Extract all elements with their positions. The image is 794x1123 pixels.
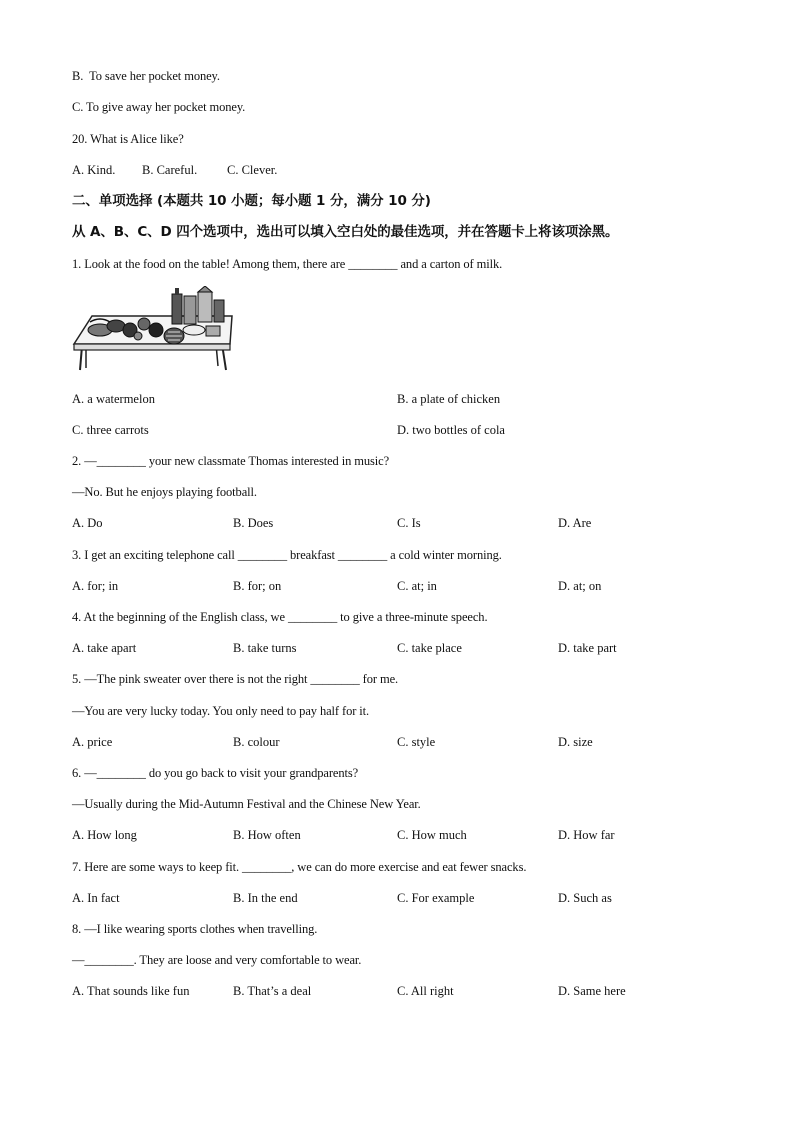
q3-option-a: A. for; in — [72, 579, 119, 593]
q8-option-d: D. Same here — [558, 984, 626, 998]
q6-dialogue-reply: —Usually during the Mid-Autumn Festival and the Chinese New Year. — [72, 797, 421, 811]
q19-option-b: B. To save her pocket money. — [72, 69, 220, 83]
q7-option-a: A. In fact — [72, 891, 120, 905]
q8-option-a: A. That sounds like fun — [72, 984, 190, 998]
q20-stem: 20. What is Alice like? — [72, 132, 184, 146]
q2-option-a: A. Do — [72, 516, 103, 530]
section-title: 二、单项选择 (本题共 10 小题；每小题 1 分，满分 10 分) — [72, 193, 431, 209]
q4-option-d: D. take part — [558, 641, 617, 655]
q4-option-b: B. take turns — [233, 641, 297, 655]
q2-dialogue-reply: —No. But he enjoys playing football. — [72, 485, 257, 499]
q8-dialogue-reply: —________. They are loose and very comfortable to wear. — [72, 953, 362, 967]
q5-dialogue-reply: —You are very lucky today. You only need to pay half for it. — [72, 704, 370, 718]
q6-option-b: B. How often — [233, 828, 301, 842]
food-table-illustration — [72, 286, 234, 372]
q8-option-b: B. That’s a deal — [233, 984, 312, 998]
q2-stem: 2. —________ your new classmate Thomas interested in music? — [72, 454, 390, 468]
q8-option-c: C. All right — [397, 984, 454, 998]
q1-stem: 1. Look at the food on the table! Among them, there are ________ and a carton of milk. — [72, 257, 503, 271]
q7-stem: 7. Here are some ways to keep fit. ________, we can do more exercise and eat fewer snacks. — [72, 860, 527, 874]
q7-option-d: D. Such as — [558, 891, 612, 905]
section-instruction: 从 A、B、C、D 四个选项中，选出可以填入空白处的最佳选项，并在答题卡上将该项涂黑。 — [72, 224, 619, 240]
q1-option-a: A. a watermelon — [72, 392, 155, 406]
q2-option-d: D. Are — [558, 516, 592, 530]
q2-option-b: B. Does — [233, 516, 274, 530]
q6-option-a: A. How long — [72, 828, 137, 842]
q4-stem: 4. At the beginning of the English class, we ________ to give a three-minute speech. — [72, 610, 488, 624]
q4-option-c: C. take place — [397, 641, 462, 655]
q20-option-b: B. Careful. — [142, 163, 198, 177]
q4-option-a: A. take apart — [72, 641, 137, 655]
q3-stem: 3. I get an exciting telephone call ________ breakfast ________ a cold winter morning. — [72, 548, 502, 562]
q7-option-b: B. In the end — [233, 891, 298, 905]
q3-option-c: C. at; in — [397, 579, 437, 593]
q5-option-a: A. price — [72, 735, 113, 749]
q19-option-c: C. To give away her pocket money. — [72, 100, 246, 114]
q20-option-a: A. Kind. — [72, 163, 116, 177]
q6-option-c: C. How much — [397, 828, 467, 842]
q7-option-c: C. For example — [397, 891, 475, 905]
q3-option-b: B. for; on — [233, 579, 282, 593]
q3-option-d: D. at; on — [558, 579, 602, 593]
q2-option-c: C. Is — [397, 516, 421, 530]
q5-option-b: B. colour — [233, 735, 280, 749]
q8-stem: 8. —I like wearing sports clothes when travelling. — [72, 922, 318, 936]
q6-option-d: D. How far — [558, 828, 615, 842]
q1-option-c: C. three carrots — [72, 423, 149, 437]
q5-option-c: C. style — [397, 735, 436, 749]
q1-option-b: B. a plate of chicken — [397, 392, 501, 406]
q6-stem: 6. —________ do you go back to visit your grandparents? — [72, 766, 359, 780]
q1-option-d: D. two bottles of cola — [397, 423, 505, 437]
q20-option-c: C. Clever. — [227, 163, 278, 177]
q5-stem: 5. —The pink sweater over there is not the right ________ for me. — [72, 672, 399, 686]
q5-option-d: D. size — [558, 735, 593, 749]
